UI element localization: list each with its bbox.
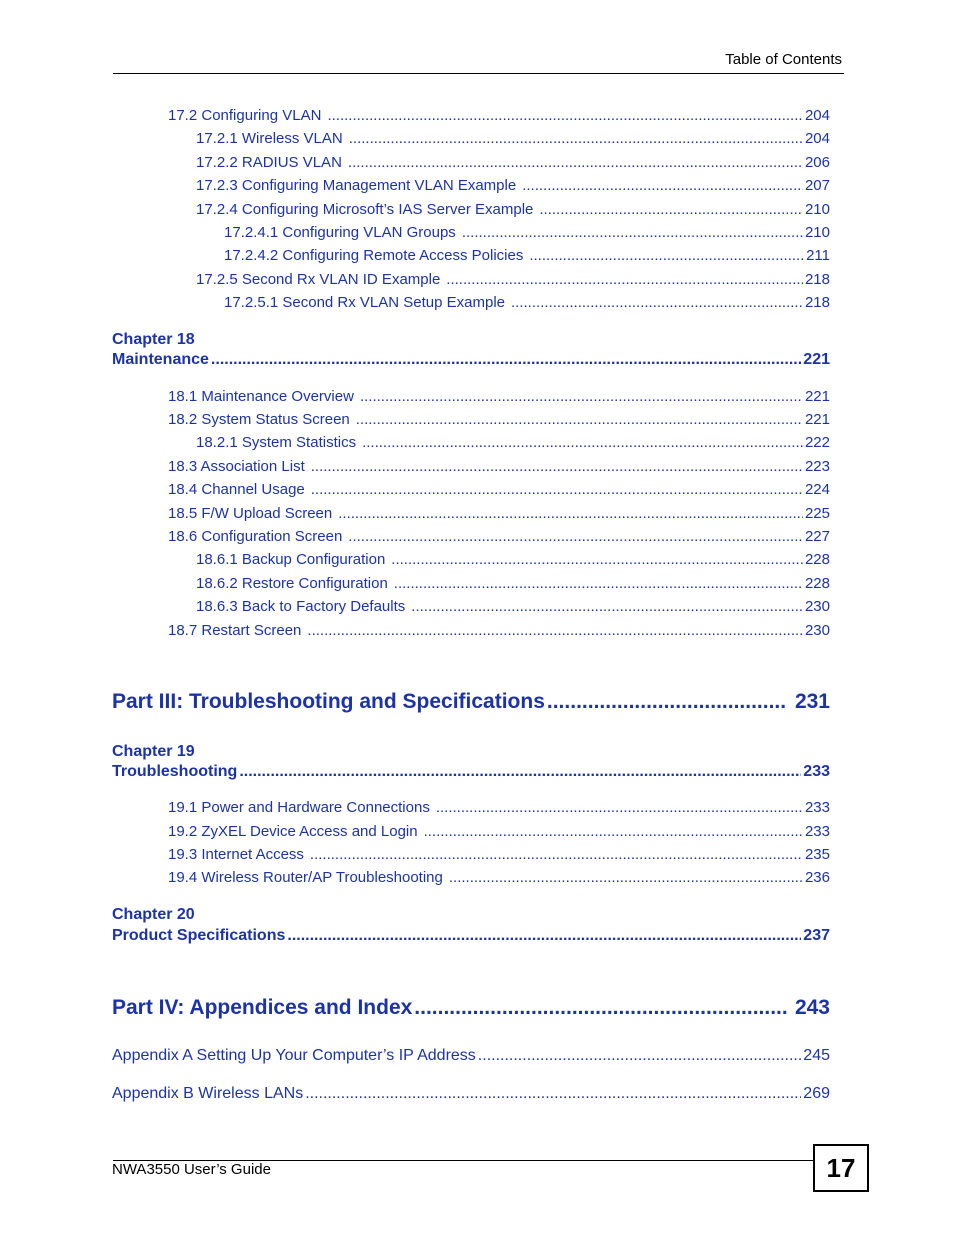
page-number: 17 (826, 1152, 856, 1183)
toc-entry-page: 230 (804, 598, 830, 615)
toc-entry-page: 218 (804, 271, 830, 288)
dot-leader (348, 528, 803, 545)
toc-entry-title: 19.2 ZyXEL Device Access and Login (168, 823, 418, 840)
appendix-page: 245 (803, 1047, 830, 1064)
toc-entry-page: 225 (804, 505, 830, 522)
dot-leader (348, 154, 803, 171)
toc-entry-page: 207 (804, 177, 830, 194)
appendix-title: Appendix A Setting Up Your Computer’s IP Address (112, 1047, 476, 1064)
toc-entry[interactable] (168, 869, 830, 886)
dot-leader (539, 201, 803, 218)
toc-entry[interactable] (196, 130, 830, 147)
toc-entry-page: 211 (806, 247, 830, 264)
part-title: Part III: Troubleshooting and Specifications (112, 690, 545, 713)
toc-entry[interactable] (168, 505, 830, 522)
dot-leader (411, 598, 803, 615)
toc-entry-title: 17.2.5 Second Rx VLAN ID Example (196, 271, 441, 288)
dot-leader (511, 294, 803, 311)
chapter-page: 237 (803, 927, 830, 944)
header-rule (113, 73, 844, 74)
dot-leader (327, 107, 803, 124)
toc-entry-title: 18.6.3 Back to Factory Defaults (196, 598, 406, 615)
dot-leader (311, 458, 803, 475)
dot-leader (338, 505, 803, 522)
dot-leader (424, 823, 803, 840)
dot-leader (462, 224, 803, 241)
dot-leader (436, 799, 803, 816)
page-number-box (813, 1144, 869, 1192)
toc-entry[interactable] (168, 799, 830, 816)
toc-entry-page: 235 (804, 846, 830, 863)
toc-entry-page: 206 (804, 154, 830, 171)
toc-entry-title: 17.2 Configuring VLAN (168, 107, 322, 124)
toc-entry-page: 230 (804, 622, 830, 639)
toc-entry-title: 17.2.1 Wireless VLAN (196, 130, 343, 147)
toc-entry-title: 17.2.3 Configuring Management VLAN Example (196, 177, 517, 194)
chapter-title: Troubleshooting (112, 763, 238, 780)
toc-entry[interactable] (168, 528, 830, 545)
dot-leader (349, 130, 803, 147)
toc-entry-page: 233 (804, 823, 830, 840)
chapter-entry[interactable] (112, 927, 830, 945)
dot-leader (391, 551, 803, 568)
toc-entry-title: 17.2.5.1 Second Rx VLAN Setup Example (224, 294, 506, 311)
dot-leader (362, 434, 803, 451)
toc-entry[interactable] (168, 481, 830, 498)
toc-entry-page: 210 (804, 224, 830, 241)
toc-entry-page: 204 (804, 130, 830, 147)
toc-entry-title: 18.6.2 Restore Configuration (196, 575, 388, 592)
footer-guide-title: NWA3550 User’s Guide (112, 1161, 271, 1178)
toc-entry-page: 210 (804, 201, 830, 218)
toc-entry-page: 233 (804, 799, 830, 816)
part-entry[interactable] (112, 690, 830, 714)
toc-entry[interactable] (196, 434, 830, 451)
toc-entry-page: 224 (804, 481, 830, 498)
dot-leader (529, 247, 804, 264)
dot-leader (449, 869, 803, 886)
toc-entry-title: 18.1 Maintenance Overview (168, 388, 354, 405)
dot-leader (522, 177, 803, 194)
chapter-entry[interactable] (112, 763, 830, 781)
dot-leader (307, 622, 803, 639)
part-title: Part IV: Appendices and Index (112, 996, 413, 1019)
toc-entry[interactable] (224, 294, 830, 311)
dot-leader (211, 351, 801, 369)
toc-entry-title: 18.4 Channel Usage (168, 481, 305, 498)
dot-leader (310, 846, 803, 863)
toc-entry[interactable] (224, 224, 830, 241)
appendix-title: Appendix B Wireless LANs (112, 1085, 304, 1102)
part-page: 231 (794, 690, 830, 713)
appendix-entry[interactable] (112, 1085, 830, 1103)
part-entry[interactable] (112, 996, 830, 1020)
toc-entry-title: 17.2.4.1 Configuring VLAN Groups (224, 224, 456, 241)
toc-entry-title: 18.2 System Status Screen (168, 411, 350, 428)
dot-leader (305, 1085, 801, 1103)
part-page: 243 (794, 996, 830, 1019)
dot-leader (311, 481, 803, 498)
toc-entry[interactable] (168, 458, 830, 475)
toc-entry-title: 17.2.4.2 Configuring Remote Access Policies (224, 247, 524, 264)
toc-entry[interactable] (196, 271, 830, 288)
toc-entry[interactable] (168, 411, 830, 428)
dot-leader (360, 388, 803, 405)
dot-leader (414, 996, 787, 1020)
toc-entry[interactable] (196, 551, 830, 568)
appendix-entry[interactable] (112, 1047, 830, 1065)
dot-leader (287, 927, 801, 945)
toc-entry-page: 227 (804, 528, 830, 545)
toc-entry-title: 19.4 Wireless Router/AP Troubleshooting (168, 869, 443, 886)
dot-leader (239, 763, 801, 781)
toc-entry[interactable] (196, 598, 830, 615)
toc-entry-title: 18.6.1 Backup Configuration (196, 551, 386, 568)
chapter-entry[interactable] (112, 351, 830, 369)
toc-entry-title: 17.2.4 Configuring Microsoft’s IAS Server Example (196, 201, 534, 218)
header-section-title: Table of Contents (725, 51, 842, 68)
toc-entry[interactable] (168, 823, 830, 840)
toc-entry-page: 228 (804, 575, 830, 592)
chapter-label: Chapter 19 (112, 743, 195, 760)
dot-leader (356, 411, 803, 428)
toc-entry[interactable] (224, 247, 830, 264)
dot-leader (446, 271, 803, 288)
dot-leader (394, 575, 803, 592)
chapter-label: Chapter 18 (112, 331, 195, 348)
chapter-page: 233 (803, 763, 830, 780)
toc-entry[interactable] (196, 201, 830, 218)
toc-entry-page: 222 (804, 434, 830, 451)
dot-leader (547, 690, 787, 714)
toc-entry-title: 18.6 Configuration Screen (168, 528, 343, 545)
toc-entry-title: 19.1 Power and Hardware Connections (168, 799, 430, 816)
toc-entry-page: 221 (804, 388, 830, 405)
chapter-page: 221 (803, 351, 830, 368)
chapter-title: Product Specifications (112, 927, 286, 944)
toc-entry-page: 223 (804, 458, 830, 475)
chapter-title: Maintenance (112, 351, 209, 368)
toc-entry[interactable] (168, 388, 830, 405)
toc-entry-page: 228 (804, 551, 830, 568)
toc-entry[interactable] (168, 107, 830, 124)
toc-entry-page: 218 (804, 294, 830, 311)
toc-entry-title: 19.3 Internet Access (168, 846, 304, 863)
chapter-label: Chapter 20 (112, 906, 195, 923)
toc-entry-title: 17.2.2 RADIUS VLAN (196, 154, 342, 171)
toc-entry[interactable] (196, 575, 830, 592)
toc-entry[interactable] (168, 622, 830, 639)
toc-entry-page: 204 (804, 107, 830, 124)
dot-leader (478, 1047, 802, 1065)
toc-entry-title: 18.5 F/W Upload Screen (168, 505, 333, 522)
appendix-page: 269 (803, 1085, 830, 1102)
toc-entry-page: 236 (804, 869, 830, 886)
toc-entry[interactable] (196, 177, 830, 194)
toc-entry-page: 221 (804, 411, 830, 428)
toc-entry[interactable] (168, 846, 830, 863)
toc-entry-title: 18.2.1 System Statistics (196, 434, 357, 451)
toc-entry-title: 18.7 Restart Screen (168, 622, 302, 639)
toc-entry[interactable] (196, 154, 830, 171)
toc-entry-title: 18.3 Association List (168, 458, 305, 475)
